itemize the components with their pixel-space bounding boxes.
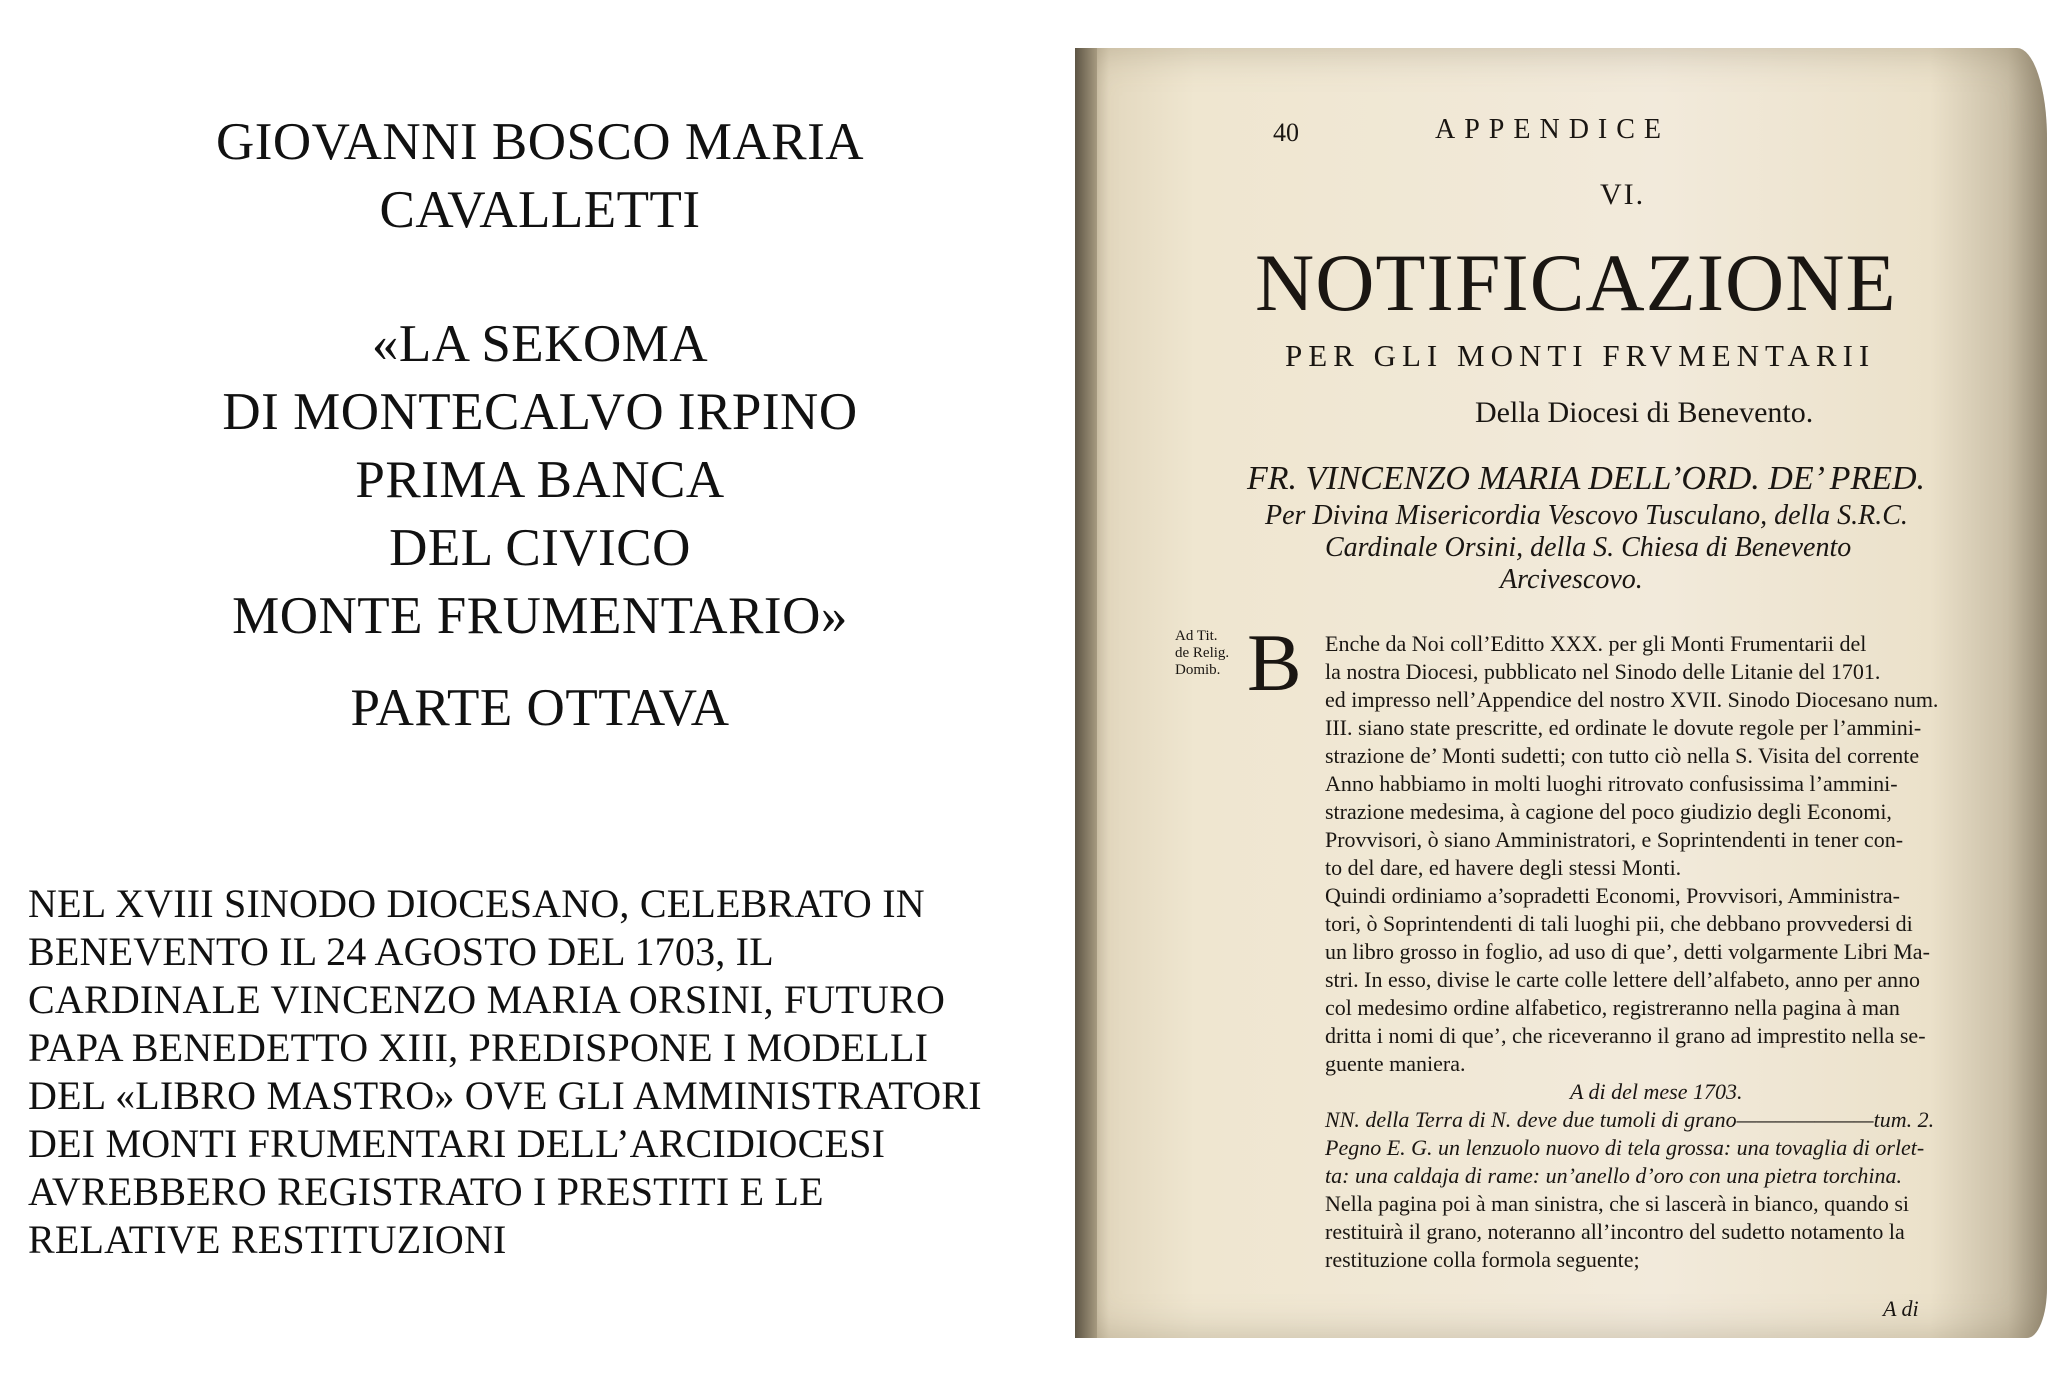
margin-note-line: de Relig. (1175, 645, 1230, 661)
left-text-block (0, 108, 1080, 742)
page-title: NOTIFICAZIONE (1255, 237, 1897, 328)
body-line: Enche da Noi coll’Editto XXX. per gli Monti Frumentarii del (1325, 631, 1867, 656)
description-line: AVREBBERO REGISTRATO I PRESTITI E LE (28, 1169, 824, 1214)
description-line: PAPA BENEDETTO XIII, PREDISPONE I MODELLI (28, 1025, 929, 1070)
description-line: BENEVENTO IL 24 AGOSTO DEL 1703, IL (28, 929, 774, 974)
page-subtitle: PER GLI MONTI FRVMENTARII (1285, 338, 1876, 373)
author-heading: Arcivescovo. (1500, 564, 1643, 595)
margin-note (1175, 628, 1229, 679)
body-line: guente maniera. (1325, 1051, 1466, 1076)
page-number: 40 (1273, 118, 1299, 147)
subtitle-line-4: DEL CIVICO (389, 519, 691, 577)
body-line: stri. In esso, divise le carte colle lettere dell’alfabeto, anno per anno (1325, 967, 1920, 992)
body-line: strazione de’ Monti sudetti; con tutto ciò nella S. Visita del corrente (1325, 743, 1920, 768)
date-line: A di del mese 1703. (1570, 1079, 1743, 1104)
description-line: NEL XVIII SINODO DIOCESANO, CELEBRATO IN (28, 881, 925, 926)
description-line: RELATIVE RESTITUZIONI (28, 1217, 507, 1262)
body-line: tori, ò Soprintendenti di tali luoghi pii, che debbano provvedersi di (1325, 911, 1913, 936)
ledger-entry: NN. della Terra di N. deve due tumoli di grano———————tum. 2. (1325, 1107, 1935, 1132)
author-heading: Per Divina Misericordia Vescovo Tusculano, della S.R.C. (1265, 500, 1908, 531)
description-line: CARDINALE VINCENZO MARIA ORSINI, FUTURO (28, 977, 946, 1022)
description-line: DEI MONTI FRUMENTARI DELL’ARCIDIOCESI (28, 1121, 886, 1166)
subtitle-line-1: «LA SEKOMA (371, 315, 709, 373)
margin-note-line: Ad Tit. (1175, 628, 1218, 644)
section-number: VI. (1600, 178, 1646, 211)
subtitle-line-2: DI MONTECALVO IRPINO (222, 383, 858, 441)
body-line: Provvisori, ò siano Amministratori, e Soprintendenti in tener con- (1325, 827, 1904, 852)
ledger-entry: Pegno E. G. un lenzuolo nuovo di tela grossa: una tovaglia di orlet- (1325, 1135, 1925, 1160)
body-line: dritta i nomi di que’, che riceveranno il grano ad imprestito nella se- (1325, 1023, 1926, 1048)
description-line: DEL «LIBRO MASTRO» OVE GLI AMMINISTRATORI (28, 1073, 982, 1118)
body-line: la nostra Diocesi, pubblicato nel Sinodo delle Litanie del 1701. (1325, 659, 1881, 684)
subtitle-line-5: MONTE FRUMENTARIO» (232, 587, 848, 645)
body-line: Nella pagina poi à man sinistra, che si lascerà in bianco, quando si (1325, 1191, 1910, 1216)
author-line-2: CAVALLETTI (379, 181, 701, 239)
body-line: restituzione colla formola seguente; (1325, 1247, 1640, 1272)
body-line: to del dare, ed havere degli stessi Monti. (1325, 855, 1682, 880)
author-heading: FR. VINCENZO MARIA DELL’ORD. DE’ PRED. (1247, 460, 1926, 497)
page-body-text (1225, 630, 2037, 1274)
margin-note-line: Domib. (1175, 662, 1221, 678)
author-heading: Cardinale Orsini, della S. Chiesa di Benevento (1325, 532, 1852, 563)
body-line: Quindi ordiniamo a’sopradetti Economi, Provvisori, Amministra- (1325, 883, 1900, 908)
ledger-entry: ta: una caldaja di rame: un’anello d’oro con una pietra torchina. (1325, 1163, 1903, 1188)
part-label: PARTE OTTAVA (350, 679, 730, 737)
body-line: un libro grosso in foglio, ad uso di que’, detti volgarmente Libri Ma- (1325, 939, 1930, 964)
body-line: ed impresso nell’Appendice del nostro XVII. Sinodo Diocesano num. (1325, 687, 1939, 712)
body-line: Anno habbiamo in molti luoghi ritrovato confusissima l’ammini- (1325, 771, 1898, 796)
drop-cap: B (1247, 617, 1302, 708)
diocese-line: Della Diocesi di Benevento. (1475, 396, 1814, 429)
subtitle-line-3: PRIMA BANCA (355, 451, 725, 509)
page-header: APPENDICE (1435, 114, 1671, 145)
author-line-1: GIOVANNI BOSCO MARIA (215, 113, 865, 171)
body-line: restituirà il grano, noteranno all’incontro del sudetto notamento la (1325, 1219, 1905, 1244)
book-page-scan (1075, 48, 2047, 1338)
catchword: A di (1883, 1296, 1919, 1321)
body-line: strazione medesima, à cagione del poco giudizio degli Economi, (1325, 799, 1892, 824)
body-line: III. siano state prescritte, ed ordinate le dovute regole per l’ammini- (1325, 715, 1922, 740)
description-paragraph (28, 880, 1088, 1264)
body-line: col medesimo ordine alfabetico, registreranno nella pagina à man (1325, 995, 1900, 1020)
